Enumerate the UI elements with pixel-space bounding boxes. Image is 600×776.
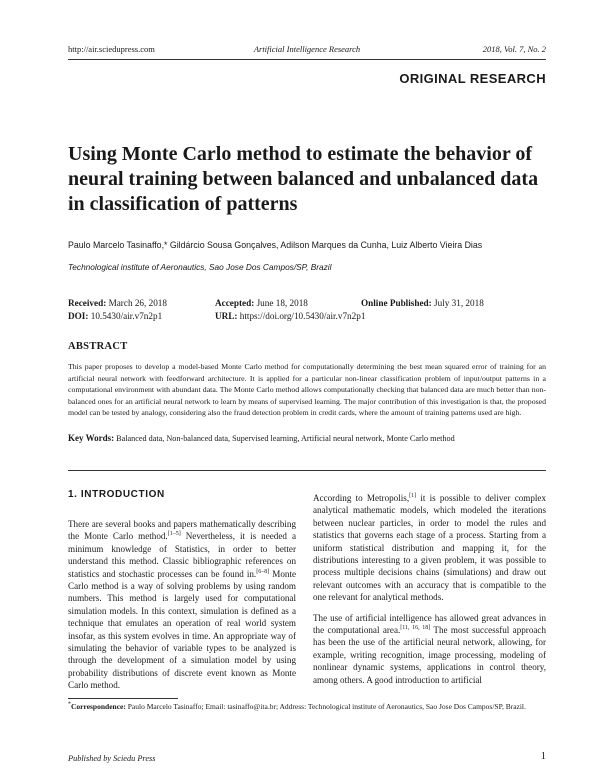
intro-paragraph-3 xyxy=(313,612,546,686)
url-label: URL: xyxy=(215,311,238,321)
article-type-label: ORIGINAL RESEARCH xyxy=(399,71,546,86)
citation[interactable]: [1] xyxy=(409,492,417,499)
abstract-text: This paper proposes to develop a model-based Monte Carlo method for computationally determining the best mean squared error of training for an artificial neural network with feedforward architecture. It is applied for a particular non-linear classification problem of input/output patterns in a computational environment with abundant data. The Monte Carlo method allows computationally checking that balanced data are much better than non-balanced ones for an artificial neural network to learn by means of supervised learning. The major contribution of this investigation is that, the proposed model can be tested by analogy, considering also the fraud detection problem in credit cards, where the amount of training patterns used are high. xyxy=(68,362,546,417)
footnote-label: Correspondence: xyxy=(71,702,126,711)
right-column xyxy=(313,492,546,686)
publisher: Published by Sciedu Press xyxy=(68,754,156,763)
journal-url-link[interactable]: http://air.sciedupress.com xyxy=(68,44,155,54)
keywords xyxy=(68,433,546,443)
keywords-text: Balanced data, Non-balanced data, Supervised learning, Artificial neural network, Monte Carlo method xyxy=(116,434,455,443)
text-run: Nevertheless, it is needed a minimum knowledge of Statistics, in order to better understand this method. Classic bibliographic references on statistics and stochastic processes can be found in. xyxy=(68,531,296,579)
volume-info: 2018, Vol. 7, No. 2 xyxy=(482,44,546,54)
published-value: July 31, 2018 xyxy=(434,298,484,308)
citation[interactable]: [6–8] xyxy=(256,568,270,575)
article-url-link[interactable]: https://doi.org/10.5430/air.v7n2p1 xyxy=(239,311,366,321)
left-column xyxy=(68,518,296,692)
text-run: There are several books and papers mathematically describing the Monte Carlo method. xyxy=(68,519,296,542)
doi-value: 10.5430/air.v7n2p1 xyxy=(90,311,163,321)
text-run: Monte Carlo method is a way of solving problems by using random numbers. This method is largely used for computational simulation models. In this context, simulation is defined as a technique that emulates an operation of real world system insofar, as this system evolves in time. An appropriate way of simulating the behavior of variable types to be analyzed is through the development of a simulation model by using probability distributions of discrete event known as Monte Carlo method. xyxy=(68,568,296,691)
accepted-date xyxy=(215,298,308,308)
journal-name: Artificial Intelligence Research xyxy=(253,44,361,54)
citation[interactable]: [11, 16, 18] xyxy=(400,625,431,632)
article-url xyxy=(215,311,365,321)
received-date xyxy=(68,298,167,308)
received-label: Received: xyxy=(68,298,107,308)
correspondence-footnote xyxy=(68,702,546,712)
abstract-heading: ABSTRACT xyxy=(68,341,128,352)
received-value: March 26, 2018 xyxy=(108,298,167,308)
keywords-label: Key Words: xyxy=(68,433,115,443)
paper-title: Using Monte Carlo method to estimate the behavior of neural training between balanced and unbalanced data in classification of patterns xyxy=(68,143,539,215)
footnote-mark: * xyxy=(68,701,71,708)
section-rule xyxy=(68,470,546,471)
running-header xyxy=(68,44,546,58)
page-number: 1 xyxy=(540,751,546,762)
accepted-value: June 18, 2018 xyxy=(256,298,308,308)
header-rule xyxy=(68,59,546,60)
author-list: Paulo Marcelo Tasinaffo,* Gildárcio Sousa Gonçalves, Adilson Marques da Cunha, Luiz Alberto Vieira Dias xyxy=(68,240,483,250)
doi-label: DOI: xyxy=(68,311,89,321)
published-date xyxy=(361,298,484,308)
introduction-heading: 1. INTRODUCTION xyxy=(68,489,165,500)
text-run: it is possible to deliver complex analytical mathematic models, which modeled the iterations between nuclear particles, in order to model the rules and statistics that governs each stage of a process. Starting from a uniform statistical distribution and mapping it, for the distributions interesting to a given problem, it was possible to process multiple decisions chains (simulations) and draw out relevant outcomes with an accuracy that is compatible to the one relevant for analytical methods. xyxy=(313,493,547,603)
text-run: The use of artificial intelligence has allowed great advances in the computational area. xyxy=(313,612,546,636)
intro-paragraph-2 xyxy=(313,492,546,604)
text-run: According to Metropolis, xyxy=(313,493,410,503)
text-run: The most successful approach has been the use of the artificial neural network, allowing, for example, writing recognition, image processing, modeling of nonlinear dynamic systems, applications in control theory, among others. A good introduction to artificial xyxy=(313,625,547,685)
affiliation: Technological institute of Aeronautics, Sao Jose Dos Campos/SP, Brazil xyxy=(68,262,332,272)
published-label: Online Published: xyxy=(361,298,432,308)
intro-paragraph-1 xyxy=(68,518,296,692)
citation[interactable]: [1–5] xyxy=(167,531,181,538)
footnote-text: Paulo Marcelo Tasinaffo; Email: tasinaffo@ita.br; Address: Technological institute of Aeronautics, Sao Jose Dos Campos/SP, Brazil. xyxy=(125,702,526,711)
footnote-rule xyxy=(68,698,178,699)
accepted-label: Accepted: xyxy=(215,298,255,308)
doi xyxy=(68,311,162,321)
